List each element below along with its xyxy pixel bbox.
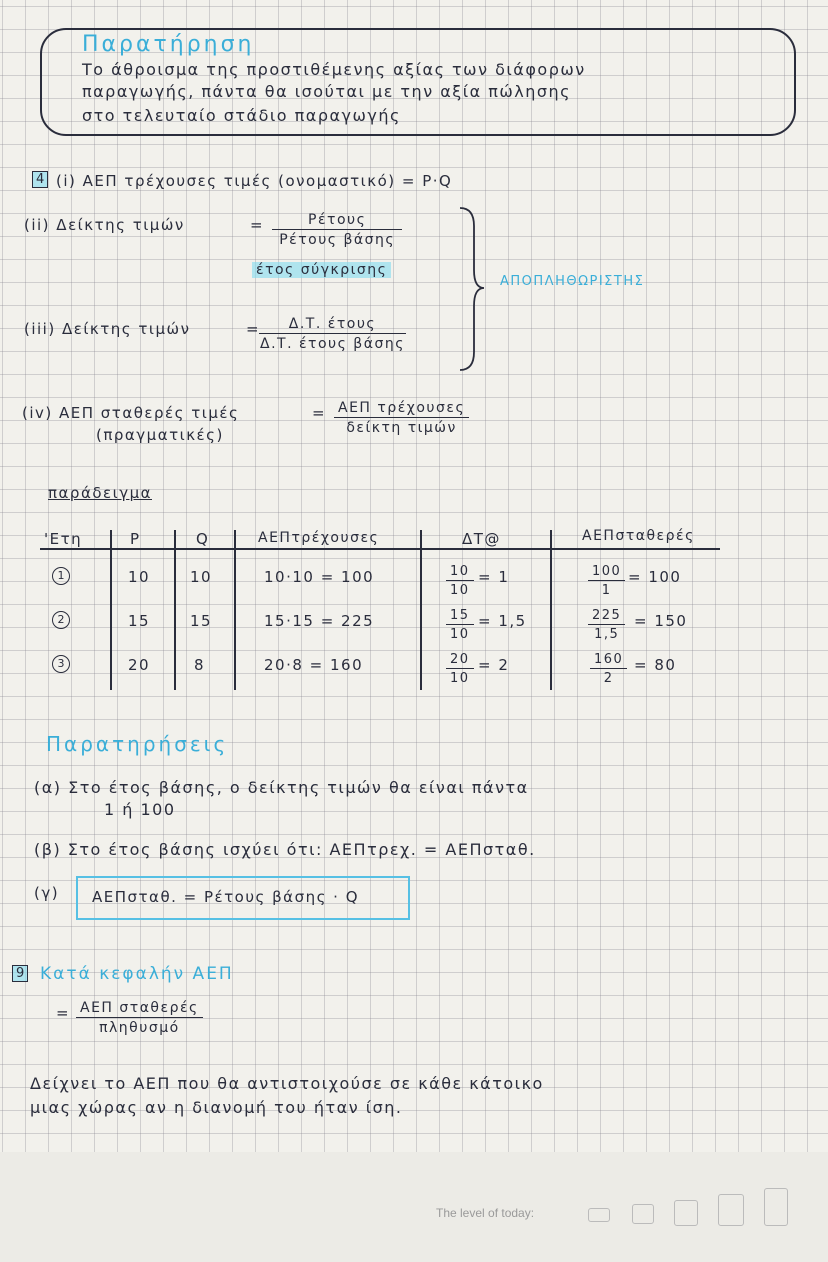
- observations-title: Παρατηρήσεις: [46, 732, 229, 756]
- item-ii-fraction: [272, 212, 402, 248]
- header-nominal-gdp: ΑΕΠτρέχουσες: [258, 530, 380, 546]
- score-box-2[interactable]: [632, 1204, 654, 1224]
- table-row-3-p: 20: [128, 656, 151, 674]
- table-row-3-nominal: 20·8 = 160: [264, 656, 364, 674]
- item-iii-fraction: [256, 316, 409, 352]
- table-row-1-index-frac: $\frac{10}{10}$: [446, 564, 474, 598]
- item-iv-denominator: δείκτη τιμών: [346, 420, 457, 436]
- table-row-3-real-frac: $\frac{160}{2}$: [590, 652, 627, 686]
- item-i: (i) ΑΕΠ τρέχουσες τιμές (ονομαστικό) = P·Q: [56, 172, 453, 190]
- score-box-1[interactable]: [588, 1208, 610, 1222]
- table-row-2-q: 15: [190, 612, 213, 630]
- header-q: Q: [196, 530, 210, 548]
- table-row-1-q: 10: [190, 568, 213, 586]
- observation-c-label: (γ): [34, 884, 60, 902]
- note-line-1: Το άθροισμα της προστιθέμενης αξίας των διάφορων: [82, 60, 586, 79]
- observation-b: (β) Στο έτος βάσης ισχύει ότι: ΑΕΠτρεχ. = ΑΕΠσταθ.: [34, 840, 536, 859]
- header-price-index: ΔΤ@: [462, 530, 501, 548]
- table-row-3-real-value: = 80: [634, 656, 677, 674]
- table-row-1-p: 10: [128, 568, 151, 586]
- section-9-numerator: ΑΕΠ σταθερές: [76, 1000, 203, 1018]
- table-row-1-nominal: 10·10 = 100: [264, 568, 375, 586]
- table-row-1-index-value: = 1: [478, 568, 510, 586]
- item-iii-equals: =: [246, 320, 261, 338]
- table-row-2-year: 2: [52, 608, 70, 629]
- section-9-equals: =: [56, 1004, 71, 1022]
- section-9-denominator: πληθυσμό: [99, 1020, 180, 1036]
- table-col-divider: [234, 530, 236, 690]
- table-row-1-real-frac: $\frac{100}{1}$: [588, 564, 625, 598]
- observation-a-line-1: (α) Στο έτος βάσης, ο δείκτης τιμών θα είναι πάντα: [34, 778, 529, 797]
- section-9-desc-line-2: μιας χώρας αν η διανομή του ήταν ίση.: [30, 1098, 403, 1117]
- item-iii-denominator: Δ.Τ. έτους βάσης: [260, 336, 405, 352]
- item-ii-label: (ii) Δείκτης τιμών: [24, 216, 185, 234]
- deflator-label: ΑΠΟΠΛΗΘΩΡΙΣΤΗΣ: [500, 274, 645, 289]
- item-iii-numerator: Δ.Τ. έτους: [259, 316, 406, 334]
- note-line-2: παραγωγής, πάντα θα ισούται με την αξία πώλησης: [82, 82, 572, 101]
- section-9-number: 9: [12, 962, 28, 982]
- header-years: 'Ετη: [44, 530, 83, 548]
- table-header-rule: [40, 548, 720, 550]
- table-col-divider: [420, 530, 422, 690]
- table-col-divider: [174, 530, 176, 690]
- observation-c-formula: ΑΕΠσταθ. = Ρέτους βάσης · Q: [92, 888, 359, 906]
- item-iv-numerator: ΑΕΠ τρέχουσες: [334, 400, 469, 418]
- footer-label: The level of today:: [436, 1206, 535, 1220]
- header-p: P: [130, 530, 141, 548]
- section-9-fraction: [76, 1000, 203, 1036]
- table-row-2-index-frac: $\frac{15}{10}$: [446, 608, 474, 642]
- header-real-gdp: ΑΕΠσταθερές: [582, 528, 695, 544]
- item-ii-numerator: Ρέτους: [272, 212, 402, 230]
- item-ii-denominator: Ρέτους βάσης: [279, 232, 396, 248]
- table-row-2-real-frac: $\frac{225}{1,5}$: [588, 608, 625, 642]
- table-row-3-year: 3: [52, 652, 70, 673]
- table-row-1-year: 1: [52, 564, 70, 585]
- table-row-1-real-value: = 100: [628, 568, 682, 586]
- note-line-3: στο τελευταίο στάδιο παραγωγής: [82, 106, 401, 125]
- item-iv-sub: (πραγματικές): [96, 426, 224, 444]
- page-footer-band: [0, 1152, 828, 1262]
- table-row-2-nominal: 15·15 = 225: [264, 612, 375, 630]
- section-4-number: 4: [32, 168, 48, 188]
- item-iii-label: (iii) Δείκτης τιμών: [24, 320, 191, 338]
- section-9-title: Κατά κεφαλήν ΑΕΠ: [40, 964, 234, 984]
- table-row-2-real-value: = 150: [634, 612, 688, 630]
- score-box-4[interactable]: [718, 1194, 744, 1226]
- table-row-2-index-value: = 1,5: [478, 612, 527, 630]
- table-col-divider: [110, 530, 112, 690]
- table-row-3-index-value: = 2: [478, 656, 510, 674]
- table-row-2-p: 15: [128, 612, 151, 630]
- score-box-5[interactable]: [764, 1188, 788, 1226]
- item-ii-equals: =: [250, 216, 265, 234]
- right-brace: [456, 206, 486, 372]
- item-iv-equals: =: [312, 404, 327, 422]
- item-iv-label: (iv) ΑΕΠ σταθερές τιμές: [22, 404, 240, 422]
- section-9-desc-line-1: Δείχνει το ΑΕΠ που θα αντιστοιχούσε σε κάθε κάτοικο: [30, 1074, 544, 1093]
- table-row-3-index-frac: $\frac{20}{10}$: [446, 652, 474, 686]
- observation-a-line-2: 1 ή 100: [104, 800, 176, 819]
- note-title: Παρατήρηση: [82, 32, 255, 57]
- item-iv-fraction: [334, 400, 469, 436]
- table-row-3-q: 8: [194, 656, 206, 674]
- example-title: παράδειγμα: [48, 484, 152, 502]
- item-ii-note: έτος σύγκρισης: [252, 262, 391, 278]
- score-box-3[interactable]: [674, 1200, 698, 1226]
- table-col-divider: [550, 530, 552, 690]
